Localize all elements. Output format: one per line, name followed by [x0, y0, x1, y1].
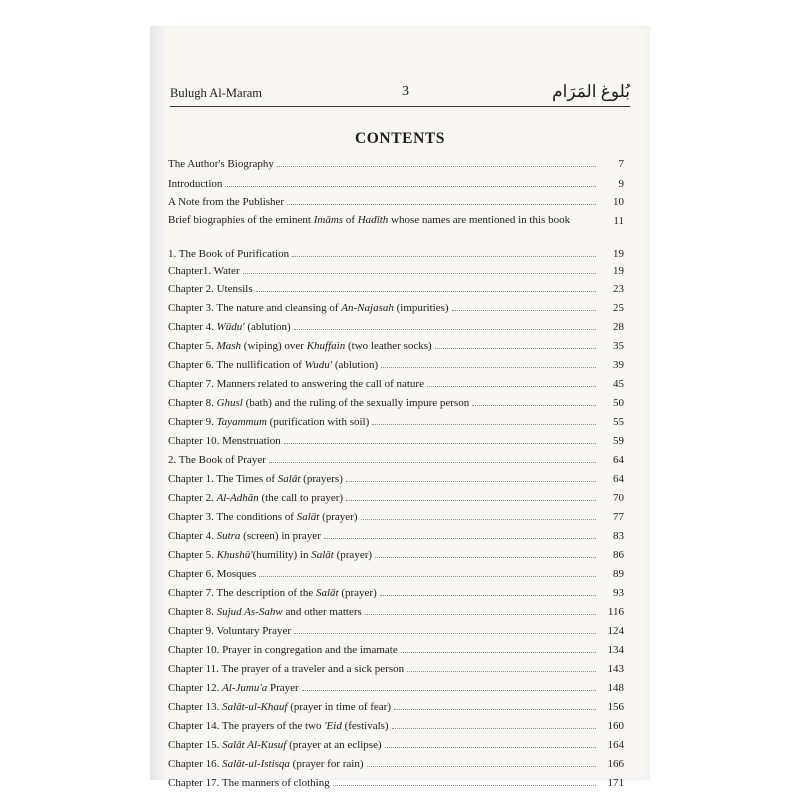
toc-entry	[168, 454, 624, 466]
toc-entry	[168, 606, 624, 618]
header-page-number: 3	[402, 84, 409, 99]
toc-entry	[168, 625, 624, 637]
dot-leader	[259, 576, 596, 577]
dot-leader	[346, 481, 596, 482]
toc-entry-title: Chapter 12. Al-Jumu'a Prayer	[168, 682, 299, 694]
toc-entry	[168, 644, 624, 656]
toc-entry-title: Chapter 16. Salāt-ul-Istisqa (prayer for rain)	[168, 758, 364, 770]
page-title: CONTENTS	[354, 130, 446, 147]
toc-entry	[168, 549, 624, 561]
toc-entry-title: Chapter 11. The prayer of a traveler and a sick person	[168, 663, 405, 675]
dot-leader	[302, 690, 596, 691]
dot-leader	[277, 166, 596, 167]
dot-leader	[294, 633, 596, 634]
dot-leader	[427, 386, 596, 387]
toc-entry	[168, 283, 624, 295]
toc-entry	[168, 248, 624, 260]
toc-entry-page: 93	[613, 587, 624, 599]
toc-entry-title: Chapter 5. Mash (wiping) over Khuffain (two leather socks)	[168, 340, 432, 352]
toc-entry-page: 55	[613, 416, 624, 428]
toc-entry-title: Chapter 6. The nullification of Wudu' (ablution)	[168, 359, 379, 371]
dot-leader	[401, 652, 596, 653]
toc-entry-title: Chapter 14. The prayers of the two 'Eid (festivals)	[168, 720, 389, 732]
dot-leader	[324, 538, 596, 539]
toc-entry	[168, 378, 624, 390]
toc-entry-title: Chapter 17. The manners of clothing	[168, 777, 330, 789]
toc-entry	[168, 214, 624, 227]
toc-entry	[168, 739, 624, 751]
toc-entry	[168, 720, 624, 732]
toc-entry-title: Chapter 13. Salāt-ul-Khauf (prayer in time of fear)	[168, 701, 391, 713]
toc-entry	[168, 397, 624, 409]
toc-entry-page: 19	[613, 248, 624, 260]
dot-leader	[225, 186, 596, 187]
toc-entry-title: Chapter 8. Ghusl (bath) and the ruling of the sexually impure person	[168, 397, 470, 409]
toc-entry-page: 64	[613, 454, 624, 466]
toc-entry-title: Chapter 2. Utensils	[168, 283, 253, 295]
book-page	[150, 26, 650, 789]
toc-entry	[168, 682, 624, 694]
toc-entry-title: Chapter 9. Voluntary Prayer	[168, 625, 292, 637]
toc-entry-page: 124	[607, 625, 624, 637]
toc-entry-title: Introduction	[168, 178, 223, 190]
toc-entry-title: The Author's Biography	[168, 158, 274, 170]
toc-entry-title: Chapter1. Water	[168, 265, 240, 277]
toc-entry-page: 70	[613, 492, 624, 504]
header-arabic-title: بُلوغ المَرَام	[552, 82, 630, 101]
toc-entry-page: 50	[613, 397, 624, 409]
dot-leader	[243, 273, 596, 274]
toc-entry-title: Chapter 3. The nature and cleansing of An-Najasah (impurities)	[168, 302, 449, 314]
dot-leader	[372, 424, 596, 425]
toc-entry-title: Chapter 9. Tayammum (purification with soil)	[168, 416, 370, 428]
toc-entry-page: 86	[613, 549, 624, 561]
toc-entry-page: 11	[613, 215, 624, 227]
toc-entry	[168, 511, 624, 523]
toc-entry-page: 64	[613, 473, 624, 485]
toc-entry-title: 2. The Book of Prayer	[168, 454, 266, 466]
toc-entry-title: Chapter 7. The description of the Salāt (prayer)	[168, 587, 377, 599]
toc-entry-page: 134	[607, 644, 624, 656]
toc-entry-title: Chapter 4. Sutra (screen) in prayer	[168, 530, 321, 542]
dot-leader	[452, 310, 596, 311]
running-header	[170, 82, 630, 104]
dot-leader	[381, 367, 596, 368]
toc-entry-title: Chapter 4. Wūdu' (ablution)	[168, 321, 291, 333]
dot-leader	[375, 557, 596, 558]
toc-entry-page: 156	[607, 701, 624, 713]
toc-entry	[168, 265, 624, 277]
toc-entry-page: 148	[607, 682, 624, 694]
dot-leader	[287, 204, 596, 205]
toc-entry-page: 143	[607, 663, 624, 675]
toc-entry	[168, 321, 624, 333]
toc-entry-page: 23	[613, 283, 624, 295]
toc-entry	[168, 196, 624, 208]
dot-leader	[365, 614, 596, 615]
toc-entry-page: 171	[607, 777, 624, 789]
dot-leader	[346, 500, 596, 501]
toc-entry-page: 25	[613, 302, 624, 314]
dot-leader	[292, 256, 596, 257]
dot-leader	[256, 291, 596, 292]
toc-entry-title: Brief biographies of the eminent Imāms of Hadīth whose names are mentioned in this book	[168, 214, 571, 226]
dot-leader	[385, 747, 596, 748]
toc-entry	[168, 416, 624, 428]
dot-leader	[472, 405, 596, 406]
toc-entry	[168, 568, 624, 580]
toc-entry	[168, 359, 624, 371]
dot-leader	[361, 519, 596, 520]
dot-leader	[367, 766, 596, 767]
toc-entry-page: 45	[613, 378, 624, 390]
toc-entry	[168, 587, 624, 599]
toc-entry	[168, 158, 624, 170]
toc-entry	[168, 663, 624, 675]
toc-entry	[168, 435, 624, 447]
toc-entry-page: 164	[607, 739, 624, 751]
toc-entry-page: 160	[607, 720, 624, 732]
dot-leader	[380, 595, 596, 596]
dot-leader	[269, 462, 596, 463]
header-rule	[170, 106, 630, 107]
toc-entry-title: Chapter 8. Sujud As-Sahw and other matters	[168, 606, 362, 618]
toc-entry-title: Chapter 15. Salāt Al-Kusuf (prayer at an eclipse)	[168, 739, 382, 751]
dot-leader	[333, 785, 596, 786]
dot-leader	[407, 671, 596, 672]
toc-entry	[168, 473, 624, 485]
toc-entry-title: Chapter 10. Menstruation	[168, 435, 281, 447]
toc-entry	[168, 302, 624, 314]
toc-entry-page: 7	[618, 158, 624, 170]
dot-leader	[284, 443, 596, 444]
toc-entry-page: 89	[613, 568, 624, 580]
toc-entry-page: 39	[613, 359, 624, 371]
toc-entry	[168, 701, 624, 713]
toc-entry-page: 19	[613, 265, 624, 277]
toc-entry-title: Chapter 7. Manners related to answering the call of nature	[168, 378, 424, 390]
toc-entry-title: Chapter 2. Al-Adhān (the call to prayer)	[168, 492, 344, 504]
dot-leader	[394, 709, 596, 710]
toc-entry-title: Chapter 5. Khushū'(humility) in Salāt (prayer)	[168, 549, 373, 561]
toc-entry	[168, 340, 624, 352]
toc-entry-page: 28	[613, 321, 624, 333]
toc-entry-title: Chapter 10. Prayer in congregation and the imamate	[168, 644, 398, 656]
toc-entry-page: 116	[607, 606, 624, 618]
toc-entry-title: Chapter 3. The conditions of Salāt (prayer)	[168, 511, 358, 523]
toc-entry	[168, 492, 624, 504]
header-book-title: Bulugh Al-Maram	[170, 86, 263, 100]
toc-entry	[168, 777, 624, 789]
toc-entry-page: 83	[613, 530, 624, 542]
toc-entry-page: 166	[607, 758, 624, 770]
toc-entry-title: Chapter 6. Mosques	[168, 568, 257, 580]
toc-entry-page: 59	[613, 435, 624, 447]
toc-entry-page: 77	[613, 511, 624, 523]
toc-entry	[168, 758, 624, 770]
toc-entry-title: A Note from the Publisher	[168, 196, 285, 208]
toc-entry	[168, 178, 624, 190]
toc-entry-page: 35	[613, 340, 624, 352]
toc-entry	[168, 530, 624, 542]
toc-entry-title: Chapter 1. The Times of Salāt (prayers)	[168, 473, 343, 485]
dot-leader	[294, 329, 596, 330]
toc-entry-page: 9	[618, 178, 624, 190]
toc-entry-page: 10	[613, 196, 624, 208]
toc-entry-title: 1. The Book of Purification	[168, 248, 290, 260]
dot-leader	[392, 728, 596, 729]
dot-leader	[435, 348, 596, 349]
